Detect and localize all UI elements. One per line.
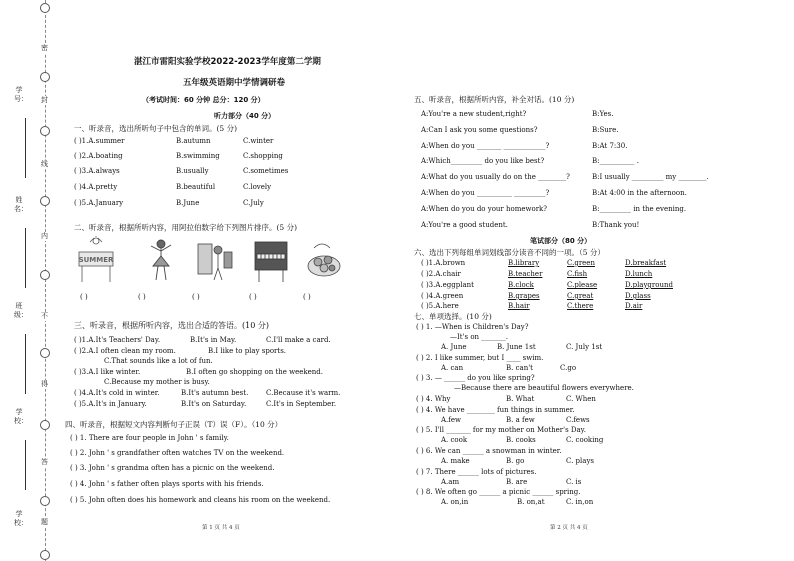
option-c: C.sometimes: [243, 167, 289, 175]
picture-order-blank[interactable]: ( ): [138, 293, 146, 301]
name-field[interactable]: [25, 228, 26, 288]
answer-bracket-option-a[interactable]: ( )4.A.green: [421, 292, 464, 300]
picture-boy-painting: [194, 236, 234, 284]
summer-sign-text: SUMMER: [78, 256, 114, 264]
student-number-field[interactable]: [25, 118, 26, 178]
answer-bracket-option-a[interactable]: ( )3.A.eggplant: [421, 281, 474, 289]
answer-bracket-option-a[interactable]: ( )1.A.summer: [74, 137, 125, 145]
option-c: C.shopping: [243, 152, 283, 160]
picture-order-blank[interactable]: ( ): [249, 293, 257, 301]
true-false-item[interactable]: ( ) 5. John often does his homework and cleans his room on the weekend.: [70, 496, 331, 504]
choice-question-line: —It's on _______.: [450, 333, 508, 341]
answer-bracket-option-a[interactable]: ( )4.A.pretty: [74, 183, 118, 191]
picture-summer-sign: [76, 236, 116, 284]
option-b: B. go: [506, 457, 525, 465]
dialogue-a: A:You're a new student,right?: [421, 110, 527, 118]
picture-flowers: [304, 236, 344, 284]
option-d: D.air: [625, 302, 643, 310]
binding-char: 密: [41, 44, 48, 52]
binding-hole-circle: [40, 126, 50, 136]
option-c: C. When: [566, 395, 596, 403]
name-label: 姓名：: [14, 196, 28, 213]
option-c: C.winter: [243, 137, 274, 145]
choice-question[interactable]: ( ) 4. We have ________ fun things in summer.: [416, 406, 575, 414]
section2-heading: 二、听录音，根据所听内容，用阿拉伯数字给下列图片排序。(5 分): [74, 223, 298, 232]
option-b: B. cooks: [506, 436, 536, 444]
option-b: B.I often go shopping on the weekend.: [186, 368, 324, 376]
exam-title-school: 湛江市雷阳实验学校2022-2023学年度第二学期: [134, 57, 321, 67]
option-c: C.lovely: [243, 183, 272, 191]
option-a: A. make: [441, 457, 470, 465]
dialogue-b: B:At 7:30.: [592, 142, 628, 150]
binding-dashed-line: [45, 0, 46, 561]
class-field[interactable]: [25, 334, 26, 394]
option-a: A. can: [441, 364, 464, 372]
binding-char: 不: [41, 312, 48, 320]
option-d: D.playground: [625, 281, 673, 289]
option-c: C.I'll make a card.: [266, 336, 331, 344]
option-b: B.June: [176, 199, 200, 207]
dialogue-b-blank[interactable]: B:__________ .: [592, 157, 639, 165]
class-label: 班级：: [14, 302, 28, 319]
section3-heading: 三、听录音，根据所听内容，选出合适的答语。(10 分): [74, 321, 269, 330]
binding-char: 内: [41, 232, 48, 240]
choice-question[interactable]: ( ) 8. We often go ______ a picnic ______ spring.: [416, 488, 581, 496]
binding-char: 封: [41, 96, 48, 104]
binding-hole-circle: [40, 348, 50, 358]
dialogue-a-blank[interactable]: A:What do you usually do on the ________?: [421, 173, 570, 181]
true-false-item[interactable]: ( ) 3. John ' s grandma often has a picnic on the weekend.: [70, 464, 275, 472]
binding-hole-circle: [40, 196, 50, 206]
choice-question[interactable]: ( ) 2. I like summer, but I ____ swim.: [416, 354, 544, 362]
choice-question[interactable]: ( ) 7. There ______ lots of pictures.: [416, 468, 537, 476]
binding-hole-circle: [40, 270, 50, 280]
picture-order-blank[interactable]: ( ): [80, 293, 88, 301]
option-c: C. is: [566, 478, 582, 486]
picture-piano: [251, 236, 291, 284]
section7-heading: 七、单项选择。(10 分): [414, 312, 492, 321]
option-c: C.fews: [566, 416, 590, 424]
option-b: B.swimming: [176, 152, 220, 160]
true-false-item[interactable]: ( ) 4. John ' s father often plays sports with his friends.: [70, 480, 264, 488]
section1-heading: 一、听录音，选出所听句子中包含的单词。(5 分): [74, 124, 238, 133]
listening-part-heading: 听力部分（40 分）: [214, 112, 276, 120]
option-c: C.It's in September.: [266, 400, 337, 408]
option-d: D.glass: [625, 292, 651, 300]
picture-order-blank[interactable]: ( ): [192, 293, 200, 301]
section6-heading: 六、选出下列每组单词划线部分读音不同的一项。（5 分）: [414, 248, 605, 257]
choice-question-line: —Because there are beautiful flowers everywhere.: [454, 384, 634, 392]
answer-bracket-option-a[interactable]: ( )1.A.It's Teachers' Day.: [74, 336, 161, 344]
school-label-2: 学校：: [14, 510, 28, 527]
option-b: B. are: [506, 478, 528, 486]
answer-bracket-option-a[interactable]: ( )5.A.It's in January.: [74, 400, 147, 408]
binding-margin: [0, 0, 62, 561]
option-a: A. on,in: [441, 498, 469, 506]
binding-char: 线: [41, 160, 48, 168]
option-c: C.That sounds like a lot of fun.: [104, 357, 213, 365]
dialogue-a: A:When do you do your homework?: [421, 205, 548, 213]
option-c: C.fish: [567, 270, 588, 278]
option-a: A.am: [441, 478, 460, 486]
answer-bracket-option-a[interactable]: ( )4.A.It's cold in winter.: [74, 389, 160, 397]
binding-hole-circle: [40, 420, 50, 430]
option-a: A. June: [441, 343, 467, 351]
binding-char: 得: [41, 380, 48, 388]
option-c: C. cooking: [566, 436, 604, 444]
option-b: B.clock: [508, 281, 534, 289]
answer-bracket-option-a[interactable]: ( )1.A.brown: [421, 259, 466, 267]
choice-question[interactable]: ( ) 1. —When is Children's Day?: [416, 323, 529, 331]
option-c: C. July 1st: [566, 343, 603, 351]
option-b: B.autumn: [176, 137, 211, 145]
written-part-heading: 笔试部分（80 分）: [530, 237, 592, 245]
dialogue-b-blank[interactable]: B:I usually _________ my ________.: [592, 173, 709, 181]
choice-question[interactable]: ( ) 3. — ______ do you like spring?: [416, 374, 535, 382]
option-b: B. June 1st: [497, 343, 536, 351]
choice-question[interactable]: ( ) 6. We can ______ a snowman in winter.: [416, 447, 562, 455]
dialogue-b: B:Yes.: [592, 110, 614, 118]
option-b: B.I like to play sports.: [208, 347, 287, 355]
option-b: B.beautiful: [176, 183, 216, 191]
section4-heading: 四、听录音，根据短文内容判断句子正误（T）误（F）。（10 分）: [65, 420, 283, 429]
dialogue-b-blank[interactable]: B:_________ in the evening.: [592, 205, 687, 213]
answer-bracket-option-a[interactable]: ( )2.A.chair: [421, 270, 461, 278]
option-b: B. can't: [506, 364, 533, 372]
student-number-label: 学号：: [14, 86, 28, 103]
option-c: C. plays: [566, 457, 594, 465]
binding-char: 题: [41, 518, 48, 526]
dialogue-a-blank[interactable]: A:When do you __________ _________?: [421, 189, 550, 197]
option-b: B.It's autumn best.: [181, 389, 249, 397]
answer-bracket-option-a[interactable]: ( )3.A.I like winter.: [74, 368, 141, 376]
option-c: C.July: [243, 199, 264, 207]
dialogue-a: A:You're a good student.: [421, 221, 508, 229]
picture-order-blank[interactable]: ( ): [303, 293, 311, 301]
exam-time-score: （考试时间：60 分钟 总分：120 分）: [142, 96, 265, 104]
binding-hole-circle: [40, 496, 50, 506]
answer-bracket-option-a[interactable]: ( )2.A.boating: [74, 152, 123, 160]
option-d: D.lunch: [625, 270, 653, 278]
answer-bracket-option-a[interactable]: ( )5.A.January: [74, 199, 124, 207]
option-a: A. cook: [441, 436, 468, 444]
page-number-1: 第 1 页 共 4 页: [202, 525, 240, 531]
choice-question[interactable]: ( ) 5. I'll _______ for my mother on Mother's Day.: [416, 426, 586, 434]
answer-bracket-option-a[interactable]: ( )5.A.here: [421, 302, 459, 310]
option-b: B.hair: [508, 302, 530, 310]
option-c: C.go: [560, 364, 577, 372]
binding-hole-circle: [40, 550, 50, 560]
true-false-item[interactable]: ( ) 2. John ' s grandfather often watches TV on the weekend.: [70, 449, 285, 457]
page-number-2: 第 2 页 共 4 页: [550, 525, 588, 531]
option-b: B. What: [506, 395, 535, 403]
option-b: B. a few: [506, 416, 535, 424]
binding-hole-circle: [40, 3, 50, 13]
picture-girl-skirt: [141, 236, 181, 284]
answer-bracket-option-a[interactable]: ( )3.A.always: [74, 167, 120, 175]
option-c: C.please: [567, 281, 598, 289]
school-field[interactable]: [25, 440, 26, 490]
true-false-item[interactable]: ( ) 1. There are four people in John ' s family.: [70, 434, 229, 442]
dialogue-b: B:At 4:00 in the afternoon.: [592, 189, 687, 197]
answer-bracket-option-a[interactable]: ( )2.A.I often clean my room.: [74, 347, 176, 355]
option-c: C.Because my mother is busy.: [104, 378, 210, 386]
option-b: B.grapes: [508, 292, 540, 300]
binding-hole-circle: [40, 72, 50, 82]
option-c: C.green: [567, 259, 595, 267]
dialogue-b: B:Sure.: [592, 126, 619, 134]
school-label: 学校：: [14, 408, 28, 425]
option-b: B. on,at: [517, 498, 545, 506]
exam-title-subject: 五年级英语期中学情调研卷: [183, 78, 286, 88]
dialogue-b: B:Thank you!: [592, 221, 640, 229]
option-d: D.breakfast: [625, 259, 667, 267]
option-b: B.teacher: [508, 270, 543, 278]
dialogue-a-blank[interactable]: A:When do you _______ ____________?: [421, 142, 550, 150]
option-b: B.It's in May.: [190, 336, 237, 344]
dialogue-a: A:Can I ask you some questions?: [421, 126, 538, 134]
option-b: B.It's on Saturday.: [181, 400, 247, 408]
binding-char: 答: [41, 458, 48, 466]
option-b: B.library: [508, 259, 540, 267]
option-c: C.great: [567, 292, 594, 300]
section5-heading: 五、听录音，根据所听内容，补全对话。(10 分): [414, 95, 575, 104]
dialogue-a-blank[interactable]: A:Which_________ do you like best?: [421, 157, 545, 165]
option-c: C.there: [567, 302, 594, 310]
option-b: B.usually: [176, 167, 209, 175]
option-a[interactable]: ( ) 4. Why: [416, 395, 451, 403]
option-a: A.few: [441, 416, 462, 424]
option-c: C. in,on: [566, 498, 594, 506]
option-c: C.Because it's warm.: [266, 389, 341, 397]
